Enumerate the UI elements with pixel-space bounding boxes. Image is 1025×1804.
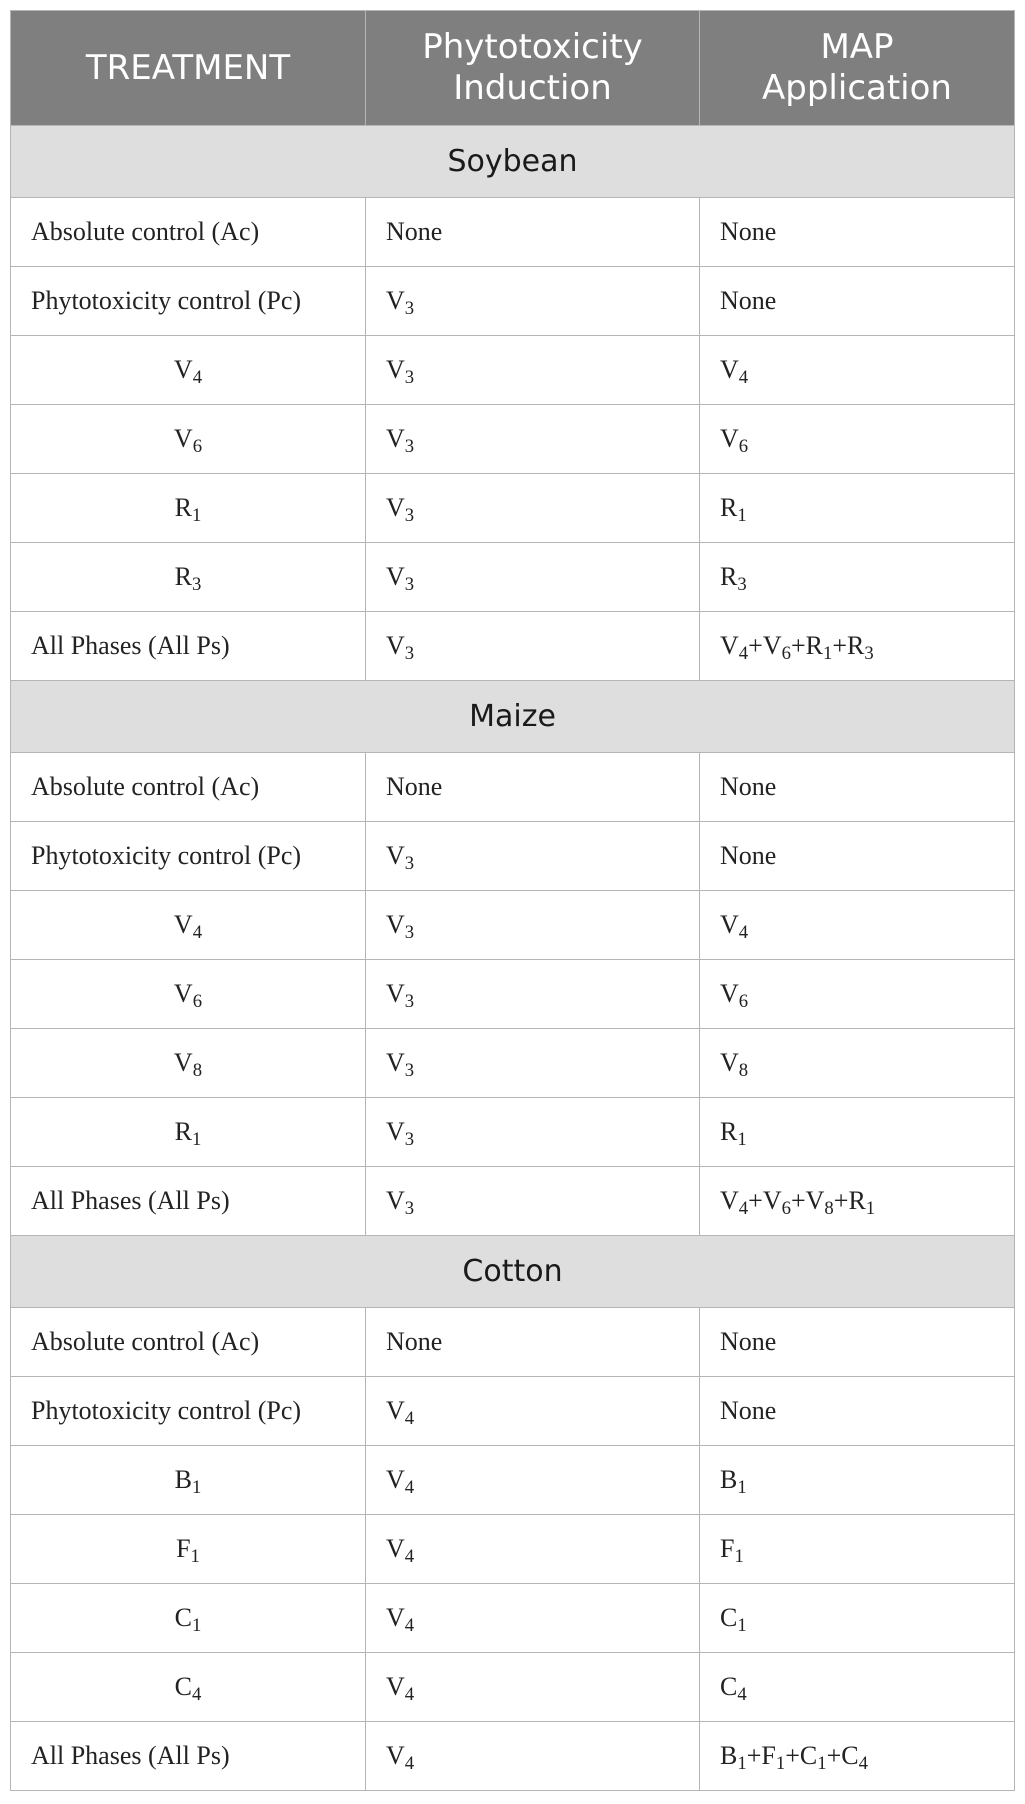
treatment-cell: $C_1$ [11,1584,366,1653]
section-row-maize [11,681,1015,753]
phytotoxicity-induction-cell: None [366,198,700,267]
phytotoxicity-induction-cell: $V_3$ [366,1029,700,1098]
map-application-cell: $V_4+V_6+V_8+R_1$ [700,1167,1015,1236]
table-row [11,1377,1015,1446]
table-row [11,1653,1015,1722]
treatment-cell: Absolute control (Ac) [11,753,366,822]
treatment-cell: $C_4$ [11,1653,366,1722]
map-application-cell: $B_1$ [700,1446,1015,1515]
table-row [11,753,1015,822]
table-row [11,1446,1015,1515]
map-application-cell: $V_8$ [700,1029,1015,1098]
phytotoxicity-induction-cell: $V_3$ [366,474,700,543]
map-application-cell: None [700,1377,1015,1446]
phytotoxicity-induction-cell: $V_3$ [366,336,700,405]
phytotoxicity-induction-cell: $V_4$ [366,1377,700,1446]
map-application-cell: $C_4$ [700,1653,1015,1722]
table-row [11,1584,1015,1653]
map-application-cell: None [700,822,1015,891]
section-row-cotton [11,1236,1015,1308]
map-application-cell: $V_4$ [700,336,1015,405]
table-row [11,1029,1015,1098]
header-map-application: MAP Application [700,11,1015,126]
table-row [11,1515,1015,1584]
treatment-cell: $R_1$ [11,474,366,543]
map-application-cell: $C_1$ [700,1584,1015,1653]
map-application-cell: None [700,753,1015,822]
map-application-cell: $V_4$ [700,891,1015,960]
table-row [11,822,1015,891]
table-row [11,198,1015,267]
treatment-cell: $R_1$ [11,1098,366,1167]
section-title: Cotton [11,1236,1015,1308]
header-phytotoxicity-induction: Phytotoxicity Induction [366,11,700,126]
treatment-cell: Absolute control (Ac) [11,198,366,267]
map-application-cell: $R_1$ [700,1098,1015,1167]
treatment-cell: All Phases (All Ps) [11,612,366,681]
map-application-cell: $V_4+V_6+R_1+R_3$ [700,612,1015,681]
phytotoxicity-induction-cell: None [366,1308,700,1377]
table-row [11,960,1015,1029]
treatment-cell: $R_3$ [11,543,366,612]
table-row [11,1167,1015,1236]
map-application-cell: $B_1+F_1+C_1+C_4$ [700,1722,1015,1791]
phytotoxicity-induction-cell: $V_3$ [366,891,700,960]
treatment-cell: $V_4$ [11,336,366,405]
table-row [11,1722,1015,1791]
treatment-cell: Phytotoxicity control (Pc) [11,1377,366,1446]
phytotoxicity-induction-cell: $V_4$ [366,1446,700,1515]
section-title: Maize [11,681,1015,753]
map-application-cell: None [700,267,1015,336]
phytotoxicity-induction-cell: None [366,753,700,822]
treatment-cell: Phytotoxicity control (Pc) [11,822,366,891]
table-row [11,474,1015,543]
header-treatment: TREATMENT [11,11,366,126]
map-application-cell: $F_1$ [700,1515,1015,1584]
map-application-cell: None [700,198,1015,267]
map-application-cell: $V_6$ [700,960,1015,1029]
treatment-cell: $V_4$ [11,891,366,960]
treatment-cell: $V_6$ [11,405,366,474]
phytotoxicity-induction-cell: $V_3$ [366,822,700,891]
phytotoxicity-induction-cell: $V_3$ [366,267,700,336]
table-body [11,126,1015,1791]
phytotoxicity-induction-cell: $V_3$ [366,405,700,474]
table-row [11,1308,1015,1377]
header-row [11,11,1015,126]
phytotoxicity-induction-cell: $V_4$ [366,1515,700,1584]
table-header [11,11,1015,126]
map-application-cell: None [700,1308,1015,1377]
phytotoxicity-induction-cell: $V_4$ [366,1584,700,1653]
table-row [11,336,1015,405]
treatment-cell: All Phases (All Ps) [11,1167,366,1236]
treatment-cell: Absolute control (Ac) [11,1308,366,1377]
treatment-cell: Phytotoxicity control (Pc) [11,267,366,336]
phytotoxicity-induction-cell: $V_3$ [366,1167,700,1236]
treatment-cell: $F_1$ [11,1515,366,1584]
section-title: Soybean [11,126,1015,198]
table-row [11,543,1015,612]
treatment-table [10,10,1015,1791]
table-row [11,612,1015,681]
treatment-cell: All Phases (All Ps) [11,1722,366,1791]
treatment-cell: $B_1$ [11,1446,366,1515]
treatment-cell: $V_6$ [11,960,366,1029]
phytotoxicity-induction-cell: $V_4$ [366,1653,700,1722]
section-row-soybean [11,126,1015,198]
map-application-cell: $R_1$ [700,474,1015,543]
phytotoxicity-induction-cell: $V_4$ [366,1722,700,1791]
table-row [11,267,1015,336]
table-row [11,405,1015,474]
phytotoxicity-induction-cell: $V_3$ [366,612,700,681]
phytotoxicity-induction-cell: $V_3$ [366,543,700,612]
table-row [11,891,1015,960]
treatment-cell: $V_8$ [11,1029,366,1098]
phytotoxicity-induction-cell: $V_3$ [366,1098,700,1167]
phytotoxicity-induction-cell: $V_3$ [366,960,700,1029]
map-application-cell: $R_3$ [700,543,1015,612]
table-row [11,1098,1015,1167]
map-application-cell: $V_6$ [700,405,1015,474]
